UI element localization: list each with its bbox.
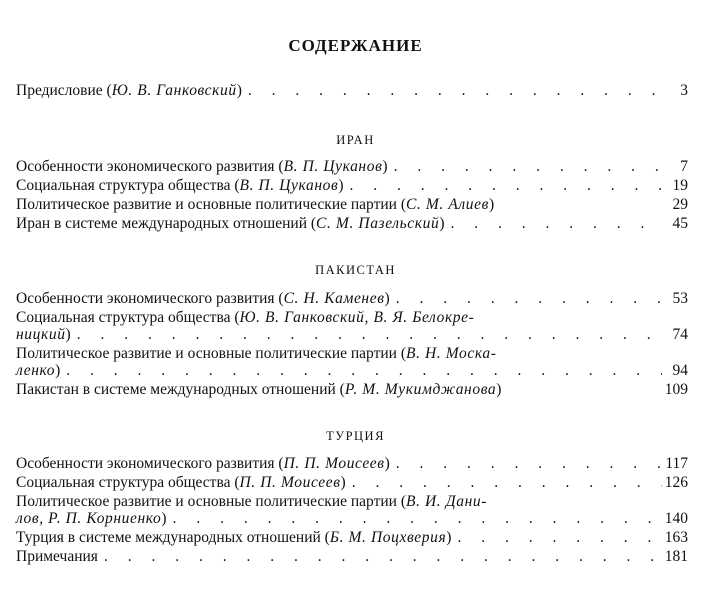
page-number: 181 (664, 548, 688, 565)
entry-author: П. П. Моисеев (239, 474, 341, 491)
entry-close: ) (55, 362, 61, 379)
section-heading-pakistan: ПАКИСТАН (315, 263, 396, 277)
entry-author: В. П. Цуканов (283, 158, 383, 175)
leader-dots (104, 548, 662, 565)
toc-entry[interactable] (16, 381, 688, 398)
toc-entry[interactable] (16, 474, 688, 491)
leader-dots (248, 82, 662, 99)
entry-author-cont: ленко (16, 362, 56, 379)
toc-entry[interactable] (16, 290, 688, 307)
entry-author-cont: лов, Р. П. Корниенко (16, 510, 162, 527)
entry-close: ) (161, 510, 167, 527)
entry-title: Политическое развитие и основные политические партии ( (16, 493, 406, 510)
toc-entry[interactable] (16, 493, 688, 527)
page-number: 163 (664, 529, 688, 546)
entry-title: Турция в системе международных отношений ( (16, 529, 330, 546)
entry-author: Ю. В. Ганковский, В. Я. Белокре- (239, 309, 475, 326)
entry-close: ) (384, 455, 390, 472)
entry-close: ) (496, 381, 502, 398)
leader-dots (352, 474, 662, 491)
entry-title: Особенности экономического развития ( (16, 455, 284, 472)
entry-author-cont: ницкий (16, 326, 66, 343)
entry-close: ) (439, 215, 445, 232)
entry-title: Политическое развитие и основные политические партии ( (16, 345, 406, 362)
page-number: 117 (665, 455, 688, 472)
leader-dots (396, 290, 662, 307)
toc-entry[interactable] (16, 309, 688, 343)
toc-entry[interactable] (16, 215, 688, 232)
entry-title: Особенности экономического развития ( (16, 290, 284, 307)
entry-author: С. Н. Каменев (283, 290, 385, 307)
page-number: 126 (664, 474, 688, 491)
leader-dots (451, 215, 663, 232)
entry-close: ) (488, 196, 495, 213)
entry-author: Р. М. Мукимджанова (344, 381, 497, 398)
page-title: СОДЕРЖАНИЕ (288, 36, 423, 55)
entry-close: ) (382, 158, 388, 175)
entry-author: С. М. Алиев (406, 196, 489, 213)
entry-close: ) (236, 82, 242, 99)
entry-title: Особенности экономического развития ( (16, 158, 284, 175)
entry-title: Предисловие ( (16, 82, 112, 99)
section-heading-turkey: ТУРЦИЯ (326, 429, 385, 443)
page-number: 109 (664, 381, 688, 398)
entry-close: ) (384, 290, 390, 307)
entry-close: ) (65, 326, 71, 343)
entry-title: Социальная структура общества ( (16, 177, 240, 194)
entry-author: В. Н. Моска- (406, 345, 497, 362)
page-number: 74 (672, 326, 688, 343)
entry-title: Социальная структура общества ( (16, 474, 240, 491)
leader-dots (66, 362, 662, 379)
toc-entry[interactable] (16, 529, 688, 546)
page-number: 19 (672, 177, 688, 194)
toc-entry[interactable] (16, 345, 688, 379)
leader-dots (396, 455, 662, 472)
toc-entry[interactable] (16, 196, 688, 213)
entry-author: В. П. Цуканов (239, 177, 339, 194)
page-number: 45 (672, 215, 688, 232)
entry-close: ) (446, 529, 452, 546)
leader-dots (77, 326, 662, 343)
entry-author: В. И. Дани- (406, 493, 487, 510)
toc-entry[interactable] (16, 177, 688, 194)
leader-dots (394, 158, 662, 175)
entry-author: Ю. В. Ганковский (111, 82, 237, 99)
entry-title: Примечания (16, 548, 98, 565)
toc-entry[interactable] (16, 455, 688, 472)
page-number: 94 (672, 362, 688, 379)
toc-entry-preface[interactable] (16, 82, 688, 99)
entry-title: Пакистан в системе международных отношений ( (16, 381, 345, 398)
leader-dots (350, 177, 663, 194)
page-number: 29 (672, 196, 688, 213)
entry-close: ) (340, 474, 346, 491)
entry-author: Б. М. Поцхверия (329, 529, 447, 546)
page-number: 53 (672, 290, 688, 307)
toc-entry-notes[interactable] (16, 548, 688, 565)
entry-title: Иран в системе международных отношений ( (16, 215, 317, 232)
leader-dots (173, 510, 662, 527)
entry-author: П. П. Моисеев (283, 455, 385, 472)
entry-author: С. М. Пазельский (316, 215, 440, 232)
leader-dots (457, 529, 662, 546)
entry-title: Политическое развитие и основные политические партии ( (16, 196, 406, 213)
page-number: 3 (680, 82, 688, 99)
entry-title: Социальная структура общества ( (16, 309, 240, 326)
page-number: 7 (680, 158, 688, 175)
section-heading-iran: ИРАН (336, 133, 375, 147)
entry-close: ) (338, 177, 344, 194)
toc-entry[interactable] (16, 158, 688, 175)
page-number: 140 (664, 510, 688, 527)
